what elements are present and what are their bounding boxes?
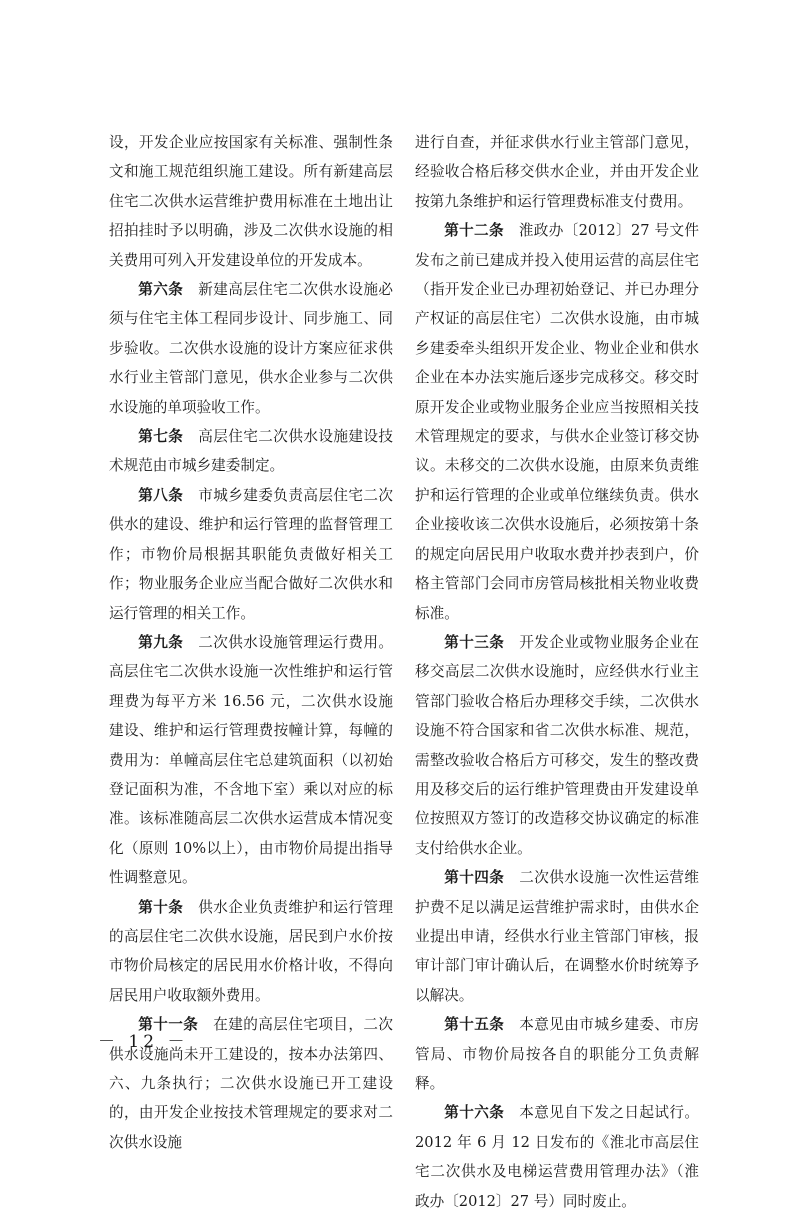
article-16	[415, 1098, 699, 1216]
article-15	[415, 1010, 699, 1098]
article-text: 高层住宅二次供水设施建设技术规范由市城乡建委制定。	[109, 428, 393, 475]
left-column	[109, 128, 393, 1157]
article-10	[109, 893, 393, 1011]
article-14	[415, 863, 699, 1010]
article-text: 本意见由市城乡建委、市房管局、市物价局按各自的职能分工负责解释。	[415, 1016, 699, 1092]
article-text: 本意见自下发之日起试行。2012 年 6 月 12 日发布的《淮北市高层住宅二次供水及电梯运营费用管理办法》（淮政办〔2012〕27 号）同时废止。	[415, 1104, 699, 1210]
paragraph-continuation: 设，开发企业应按国家有关标准、强制性条文和施工规范组织施工建设。所有新建高层住宅二次供水运营维护费用标准在土地出让招拍挂时予以明确，涉及二次供水设施的相关费用可列入开发建设单位的开发成本。	[109, 134, 393, 269]
article-text: 市城乡建委负责高层住宅二次供水的建设、维护和运行管理的监督管理工作；市物价局根据其职能负责做好相关工作；物业服务企业应当配合做好二次供水和运行管理的相关工作。	[109, 486, 393, 622]
article-number: 第十五条	[444, 1016, 505, 1034]
article-text: 开发企业或物业服务企业在移交高层二次供水设施时，应经供水行业主管部门验收合格后办理移交手续，二次供水设施不符合国家和省二次供水标准、规范，需整改验收合格后方可移交，发生的整改费用及移交后的运行维护管理费由开发建设单位按照双方签订的改造移交协议确定的标准支付给供水企业。	[415, 633, 699, 857]
article-number: 第六条	[138, 281, 184, 299]
article-8	[109, 481, 393, 628]
article-number: 第九条	[138, 633, 184, 651]
page-number: － 12 －	[98, 1032, 189, 1052]
article-13	[415, 628, 699, 863]
article-6	[109, 275, 393, 422]
article-text: 供水企业负责维护和运行管理的高层住宅二次供水设施，居民到户水价按市物价局核定的居民用水价格计收，不得向居民用户收取额外费用。	[109, 898, 393, 1004]
article-number: 第八条	[138, 486, 184, 504]
article-text: 淮政办〔2012〕27 号文件发布之前已建成并投入使用运营的高层住宅（指开发企业已办理初始登记、并已办理分产权证的高层住宅）二次供水设施，由市城乡建委牵头组织开发企业、物业企业和供水企业在本办法实施后逐步完成移交。移交时原开发企业或物业服务企业应当按照相关技术管理规定的要求，与供水企业签订移交协议。未移交的二次供水设施，由原来负责维护和运行管理的企业或单位继续负责。供水企业接收该二次供水设施后，必须按第十条的规定向居民用户收取水费并抄表到户，价格主管部门会同市房管局核批相关物业收费标准。	[415, 222, 699, 622]
article-text: 二次供水设施管理运行费用。高层住宅二次供水设施一次性维护和运行管理费为每平方米 16.56 元，二次供水设施建设、维护和运行管理费按幢计算，每幢的费用为：单幢高层住宅总建筑面积（以初始登记面积为准，不含地下室）乘以对应的标准。该标准随高层二次供水运营成本情况变化（原则 10%以上），由市物价局提出指导性调整意见。	[109, 633, 393, 887]
article-text: 二次供水设施一次性运营维护费不足以满足运营维护需求时，由供水企业提出申请，经供水行业主管部门审核，报审计部门审计确认后，在调整水价时统筹予以解决。	[415, 869, 699, 1004]
article-number: 第十条	[138, 898, 184, 916]
article-number: 第十二条	[444, 222, 504, 240]
article-text: 在建的高层住宅项目，二次供水设施尚未开工建设的，按本办法第四、六、九条执行；二次供水设施已开工建设的，由开发企业按技术管理规定的要求对二次供水设施	[109, 1016, 393, 1151]
article-number: 第十六条	[444, 1104, 505, 1122]
article-number: 第十一条	[138, 1016, 199, 1034]
article-text: 新建高层住宅二次供水设施必须与住宅主体工程同步设计、同步施工、同步验收。二次供水设施的设计方案应征求供水行业主管部门意见，供水企业参与二次供水设施的单项验收工作。	[109, 281, 393, 416]
article-12	[415, 216, 699, 628]
paragraph-continuation: 进行自查，并征求供水行业主管部门意见，经验收合格后移交供水企业，并由开发企业按第九条维护和运行管理费标准支付费用。	[415, 134, 699, 210]
article-number: 第十三条	[444, 633, 505, 651]
right-column	[415, 128, 699, 1216]
article-7	[109, 422, 393, 481]
article-number: 第十四条	[444, 869, 505, 887]
article-number: 第七条	[138, 428, 184, 446]
article-9	[109, 628, 393, 893]
